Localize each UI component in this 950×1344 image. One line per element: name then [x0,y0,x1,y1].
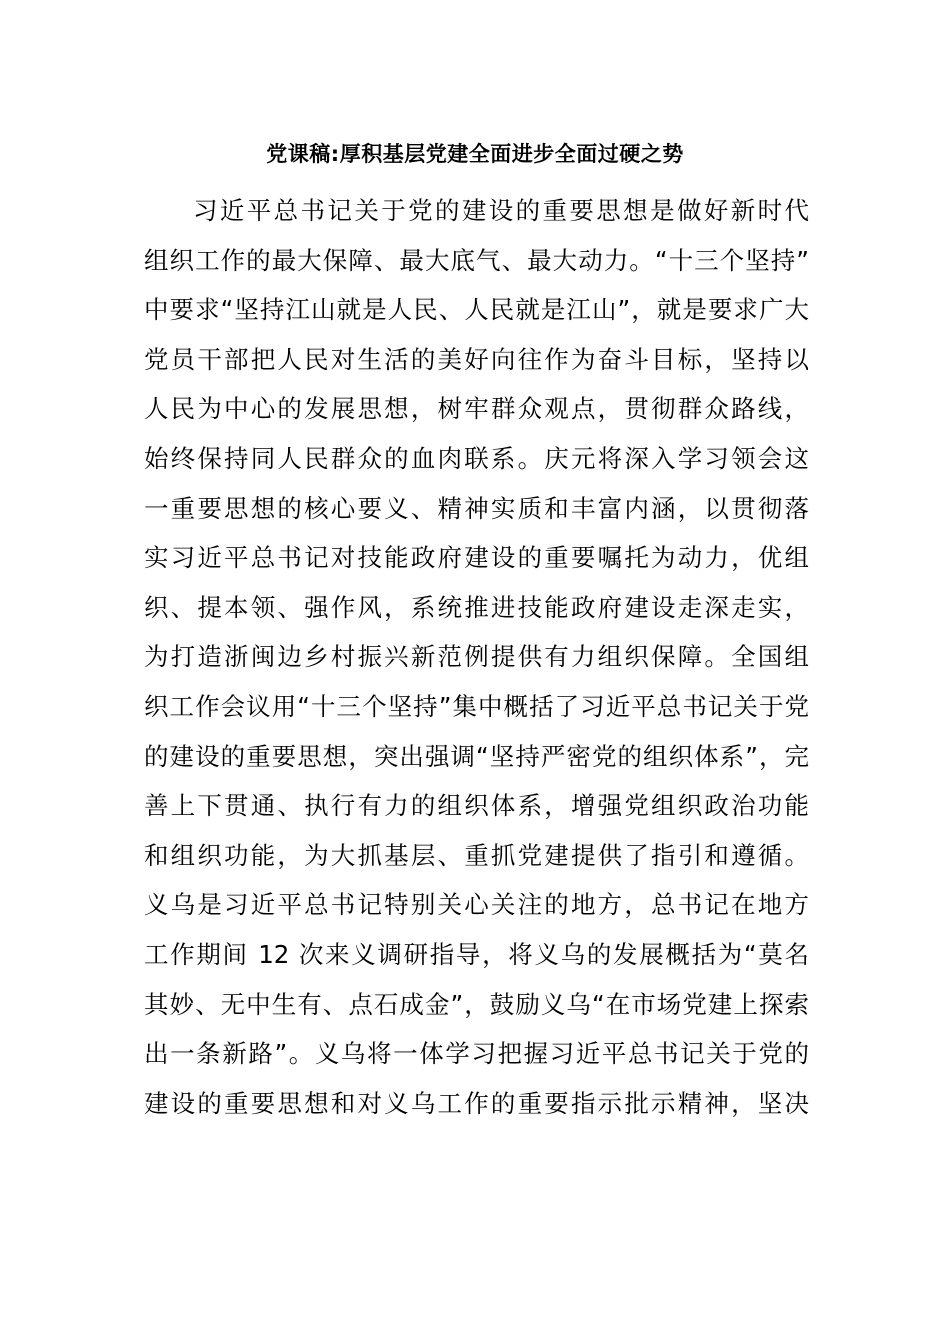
document-title: 党课稿:厚积基层党建全面进步全面过硬之势 [266,142,684,166]
body-line: 善上下贯通、执行有力的组织体系，增强党组织政治功能 [144,791,809,821]
body-line: 实习近平总书记对技能政府建设的重要嘱托为动力，优组 [144,543,809,573]
body-line: 和组织功能，为大抓基层、重抓党建提供了指引和遵循。 [144,840,809,870]
body-line: 组织工作的最大保障、最大底气、最大动力。“十三个坚持” [144,245,809,275]
body-line: 中要求“坚持江山就是人民、人民就是江山”，就是要求广大 [144,295,809,325]
body-line: 建设的重要思想和对义乌工作的重要指示批示精神，坚决 [144,1088,809,1118]
body-line: 织、提本领、强作风，系统推进技能政府建设走深走实， [144,592,809,622]
body-line: 的建设的重要思想，突出强调“坚持严密党的组织体系”，完 [144,741,809,771]
body-line: 工作期间 12 次来义调研指导，将义乌的发展概括为“莫名 [144,939,809,969]
body-line: 其妙、无中生有、点石成金”，鼓励义乌“在市场党建上探索 [144,989,809,1019]
document-body [144,186,809,1128]
body-line: 一重要思想的核心要义、精神实质和丰富内涵，以贯彻落 [144,493,809,523]
body-line: 始终保持同人民群众的血肉联系。庆元将深入学习领会这 [144,443,809,473]
body-line: 党员干部把人民对生活的美好向往作为奋斗目标，坚持以 [144,344,809,374]
body-line: 为打造浙闽边乡村振兴新范例提供有力组织保障。全国组 [144,642,809,672]
body-line: 出一条新路”。义乌将一体学习把握习近平总书记关于党的 [144,1039,809,1069]
body-line: 织工作会议用“十三个坚持”集中概括了习近平总书记关于党 [144,691,809,721]
body-line: 习近平总书记关于党的建设的重要思想是做好新时代 [193,196,809,225]
body-line: 人民为中心的发展思想，树牢群众观点，贯彻群众路线， [144,394,809,424]
body-line: 义乌是习近平总书记特别关心关注的地方，总书记在地方 [144,890,809,920]
